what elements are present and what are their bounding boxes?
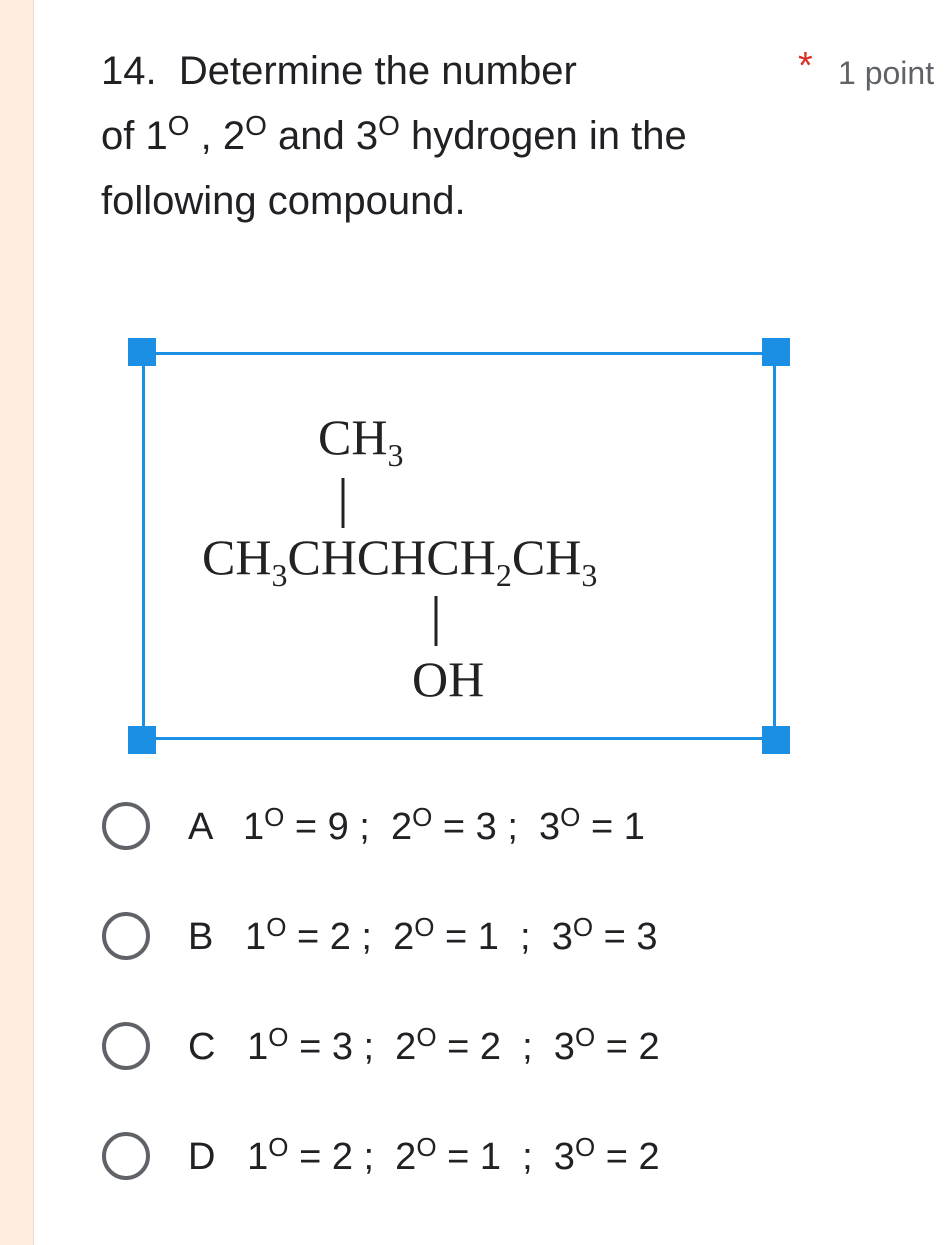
required-asterisk: * — [798, 45, 813, 87]
question-text-line1: Determine the number — [178, 49, 577, 93]
option-letter: D — [188, 1136, 216, 1178]
top-methyl-group: $CH_3$ — [318, 409, 404, 473]
option-value: 1 — [245, 916, 267, 958]
degree-symbol: O — [560, 802, 581, 832]
degree-symbol: O — [412, 802, 433, 832]
option-c[interactable] — [100, 1020, 800, 1080]
option-value: 1 — [247, 1026, 269, 1068]
degree-symbol: O — [167, 110, 190, 141]
option-value: = 3 ; 3 — [432, 806, 561, 848]
option-d-label — [188, 1134, 660, 1183]
option-d[interactable] — [100, 1130, 800, 1190]
points-label: 1 point — [838, 55, 935, 91]
degree-symbol: O — [264, 802, 285, 832]
option-value: = 2 ; 3 — [436, 1026, 575, 1068]
resize-handle-top-right[interactable] — [762, 338, 790, 366]
radio-button-d[interactable] — [102, 1132, 150, 1180]
option-value: = 2 ; 2 — [288, 1136, 417, 1178]
degree-symbol: O — [416, 1022, 437, 1052]
radio-button-b[interactable] — [102, 912, 150, 960]
resize-handle-bottom-left[interactable] — [128, 726, 156, 754]
option-value: 1 — [242, 806, 265, 848]
option-a[interactable] — [100, 800, 800, 860]
option-value: = 1 ; 3 — [434, 916, 573, 958]
option-value: = 2 — [595, 1136, 660, 1178]
degree-symbol: O — [414, 912, 435, 942]
option-a-label — [188, 804, 645, 853]
question-title-line2 — [101, 110, 687, 166]
option-b-label — [188, 914, 658, 963]
main-chain: $CH_3CHCHCH_2CH_3$ — [202, 529, 598, 593]
option-value: = 2 — [595, 1026, 660, 1068]
option-value: = 9 ; 2 — [284, 806, 413, 848]
option-value: = 2 ; 2 — [286, 916, 415, 958]
question-text-secondary: , 2 — [189, 114, 246, 158]
degree-symbol: O — [574, 1022, 596, 1052]
option-letter: B — [188, 916, 214, 958]
question-text-suffix: hydrogen in the — [399, 114, 687, 158]
option-c-label — [188, 1024, 660, 1073]
question-text-primary: of 1 — [101, 114, 168, 158]
question-title-line1 — [101, 45, 577, 97]
question-number: 14. — [101, 49, 157, 93]
question-text-tertiary: and 3 — [266, 114, 379, 158]
option-value: = 1 — [580, 806, 645, 848]
option-value: 1 — [247, 1136, 269, 1178]
degree-symbol: O — [268, 1132, 289, 1162]
option-letter: A — [188, 806, 212, 848]
hydroxyl-group: OH — [412, 651, 485, 707]
option-value: = 1 ; 3 — [436, 1136, 575, 1178]
degree-symbol: O — [268, 1022, 289, 1052]
degree-symbol: O — [245, 110, 267, 141]
radio-button-c[interactable] — [102, 1022, 150, 1070]
degree-symbol: O — [266, 912, 287, 942]
radio-button-a[interactable] — [102, 802, 150, 850]
resize-handle-bottom-right[interactable] — [762, 726, 790, 754]
option-letter: C — [188, 1026, 216, 1068]
degree-symbol: O — [574, 1132, 596, 1162]
left-color-strip — [0, 0, 34, 1245]
option-b[interactable] — [100, 910, 800, 970]
compound-structure-image — [160, 380, 760, 720]
resize-handle-top-left[interactable] — [128, 338, 156, 366]
degree-symbol: O — [378, 110, 400, 141]
option-value: = 3 — [593, 916, 658, 958]
degree-symbol: O — [416, 1132, 437, 1162]
option-value: = 3 ; 2 — [288, 1026, 417, 1068]
question-title-line3: following compound. — [101, 179, 466, 223]
degree-symbol: O — [572, 912, 594, 942]
